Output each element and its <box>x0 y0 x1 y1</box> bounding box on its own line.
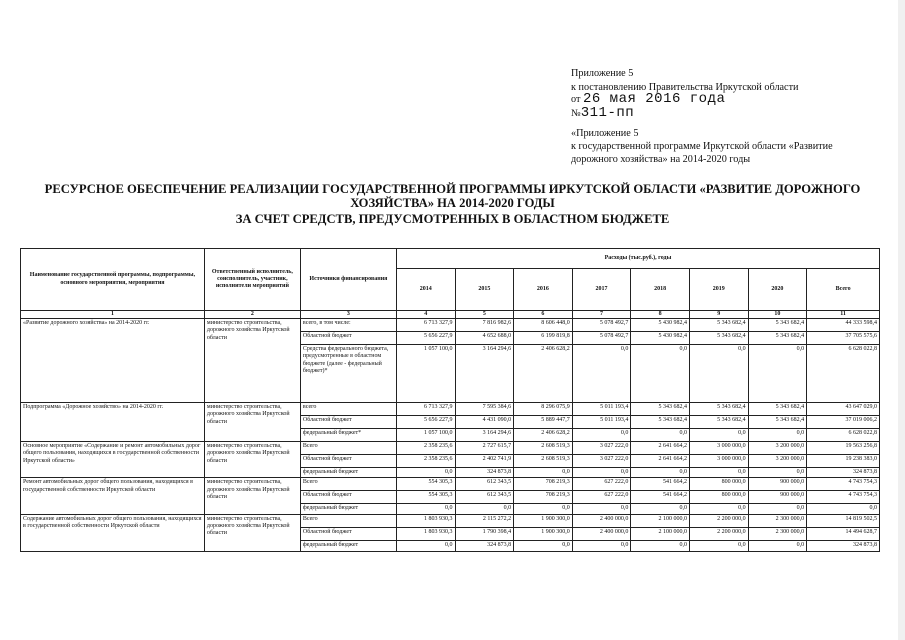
column-index: 5 <box>455 311 514 319</box>
row-value: 2 608 519,3 <box>514 455 573 468</box>
header-year: 2015 <box>455 269 514 311</box>
column-index-row <box>21 311 880 319</box>
row-value: 5 011 193,4 <box>572 416 631 429</box>
row-value: 541 664,2 <box>631 491 690 504</box>
row-value: 0,0 <box>455 504 514 514</box>
row-value: 2 400 000,0 <box>572 527 631 540</box>
resource-table-body <box>21 311 880 552</box>
row-value: 2 115 272,2 <box>455 514 514 527</box>
row-total: 14 819 502,5 <box>807 514 880 527</box>
row-value: 5 430 982,4 <box>631 332 690 345</box>
row-value: 0,0 <box>748 540 807 551</box>
row-value: 0,0 <box>572 345 631 403</box>
row-total: 6 628 022,8 <box>807 429 880 442</box>
resolution-reference: к постановлению Правительства Иркутской области <box>571 82 799 93</box>
header-year: 2014 <box>396 269 455 311</box>
date-prefix: от <box>571 94 581 105</box>
row-value: 2 300 000,0 <box>748 514 807 527</box>
column-index: 1 <box>21 311 205 319</box>
resolution-number <box>571 107 634 120</box>
row-total: 324 873,8 <box>807 540 880 551</box>
row-source: Всего <box>300 442 396 455</box>
row-value: 5 343 682,4 <box>631 403 690 416</box>
row-value: 2 641 664,2 <box>631 442 690 455</box>
row-total: 6 628 022,8 <box>807 345 880 403</box>
row-value: 0,0 <box>514 504 573 514</box>
row-value: 2 300 000,0 <box>748 527 807 540</box>
row-value: 5 011 193,4 <box>572 403 631 416</box>
row-value: 4 652 688,0 <box>455 332 514 345</box>
header-year: 2018 <box>631 269 690 311</box>
row-value: 0,0 <box>748 504 807 514</box>
row-total: 44 333 598,4 <box>807 319 880 332</box>
row-value: 2 100 000,0 <box>631 514 690 527</box>
document-title-line1: РЕСУРСНОЕ ОБЕСПЕЧЕНИЕ РЕАЛИЗАЦИИ ГОСУДАРСТВЕННОЙ ПРОГРАММЫ ИРКУТСКОЙ ОБЛАСТИ «РАЗВИТИЕ ДОРОЖНОГО <box>44 182 861 196</box>
row-source: Областной бюджет <box>300 332 396 345</box>
table-row <box>21 478 880 491</box>
row-value: 900 000,0 <box>748 478 807 491</box>
header-year: 2016 <box>514 269 573 311</box>
row-value: 324 873,8 <box>455 540 514 551</box>
row-executor: министерство строительства, дорожного хозяйства Иркутской области <box>204 319 300 403</box>
row-value: 0,0 <box>689 429 748 442</box>
row-value: 1 790 398,4 <box>455 527 514 540</box>
number-value: 311-пп <box>580 105 635 121</box>
row-name: Подпрограмма «Дорожное хозяйство» на 2014-2020 гг. <box>21 403 205 442</box>
row-value: 5 343 682,4 <box>689 403 748 416</box>
row-value: 541 664,2 <box>631 478 690 491</box>
document-title-line2: ХОЗЯЙСТВА» НА 2014-2020 ГОДЫ <box>350 196 555 210</box>
row-source: федеральный бюджет <box>300 540 396 551</box>
row-value: 0,0 <box>631 345 690 403</box>
row-value: 6 199 819,8 <box>514 332 573 345</box>
appendix-label: Приложение 5 <box>571 68 634 79</box>
table-row <box>21 442 880 455</box>
row-value: 2 402 741,9 <box>455 455 514 468</box>
row-value: 3 200 000,0 <box>748 455 807 468</box>
resource-table <box>20 248 880 552</box>
row-source: Всего <box>300 478 396 491</box>
row-value: 8 606 448,0 <box>514 319 573 332</box>
row-source: Областной бюджет <box>300 416 396 429</box>
row-value: 0,0 <box>572 429 631 442</box>
header-year: 2019 <box>689 269 748 311</box>
row-total: 14 494 628,7 <box>807 527 880 540</box>
row-value: 5 656 227,9 <box>396 332 455 345</box>
header-year: 2017 <box>572 269 631 311</box>
header-total: Всего <box>807 269 880 311</box>
row-value: 0,0 <box>572 468 631 478</box>
row-value: 3 000 000,0 <box>689 455 748 468</box>
column-index: 6 <box>514 311 573 319</box>
row-total: 4 743 754,3 <box>807 478 880 491</box>
row-value: 5 889 447,7 <box>514 416 573 429</box>
scan-edge <box>898 0 905 640</box>
row-source: Средства федерального бюджета, предусмотренные в областном бюджете (далее - федеральный бюджет)* <box>300 345 396 403</box>
row-value: 0,0 <box>396 504 455 514</box>
row-value: 2 406 628,2 <box>514 345 573 403</box>
column-index: 8 <box>631 311 690 319</box>
row-value: 0,0 <box>748 345 807 403</box>
row-value: 2 200 000,0 <box>689 527 748 540</box>
row-source: всего, в том числе: <box>300 319 396 332</box>
column-index: 10 <box>748 311 807 319</box>
row-value: 708 219,3 <box>514 491 573 504</box>
header-expenses: Расходы (тыс.руб.), годы <box>396 249 879 269</box>
row-value: 1 057 100,0 <box>396 345 455 403</box>
row-value: 5 343 682,4 <box>748 332 807 345</box>
row-value: 627 222,0 <box>572 491 631 504</box>
row-source: Областной бюджет <box>300 527 396 540</box>
row-name: Ремонт автомобильных дорог общего пользования, находящихся в государственной собственности Иркутской области <box>21 478 205 514</box>
row-source: Областной бюджет <box>300 491 396 504</box>
row-value: 1 057 100,0 <box>396 429 455 442</box>
row-total: 19 563 256,8 <box>807 442 880 455</box>
row-value: 612 343,5 <box>455 478 514 491</box>
row-value: 0,0 <box>514 540 573 551</box>
row-source: Всего <box>300 514 396 527</box>
row-value: 0,0 <box>396 540 455 551</box>
row-value: 2 200 000,0 <box>689 514 748 527</box>
row-value: 3 027 222,0 <box>572 455 631 468</box>
row-value: 3 200 000,0 <box>748 442 807 455</box>
row-value: 2 100 000,0 <box>631 527 690 540</box>
row-value: 5 343 682,4 <box>631 416 690 429</box>
row-value: 3 164 294,6 <box>455 345 514 403</box>
row-executor: министерство строительства, дорожного хозяйства Иркутской области <box>204 478 300 514</box>
row-value: 0,0 <box>689 345 748 403</box>
row-value: 800 000,0 <box>689 478 748 491</box>
row-total: 19 238 383,0 <box>807 455 880 468</box>
row-value: 1 900 300,0 <box>514 514 573 527</box>
row-value: 0,0 <box>689 468 748 478</box>
row-value: 0,0 <box>572 504 631 514</box>
row-value: 612 343,5 <box>455 491 514 504</box>
row-value: 5 343 682,4 <box>748 319 807 332</box>
row-value: 0,0 <box>748 429 807 442</box>
program-reference-line1: к государственной программе Иркутской области «Развитие <box>571 141 833 152</box>
row-value: 5 343 682,4 <box>689 332 748 345</box>
document-title-line3: ЗА СЧЕТ СРЕДСТВ, ПРЕДУСМОТРЕННЫХ В ОБЛАСТНОМ БЮДЖЕТЕ <box>235 212 670 226</box>
header-name: Наименование государственной программы, подпрограммы, основного мероприятия, мероприятия <box>21 249 205 311</box>
row-total: 43 647 029,0 <box>807 403 880 416</box>
column-index: 7 <box>572 311 631 319</box>
row-source: всего <box>300 403 396 416</box>
row-value: 2 641 664,2 <box>631 455 690 468</box>
row-name: Содержание автомобильных дорог общего пользования, находящихся в государственной собственности Иркутской области <box>21 514 205 551</box>
row-total: 324 873,8 <box>807 468 880 478</box>
row-value: 708 219,3 <box>514 478 573 491</box>
row-value: 0,0 <box>631 468 690 478</box>
table-row <box>21 514 880 527</box>
row-value: 3 000 000,0 <box>689 442 748 455</box>
column-index: 3 <box>300 311 396 319</box>
table-row <box>21 319 880 332</box>
row-value: 6 713 327,9 <box>396 403 455 416</box>
row-value: 5 343 682,4 <box>689 416 748 429</box>
row-value: 7 595 384,6 <box>455 403 514 416</box>
row-value: 7 816 982,6 <box>455 319 514 332</box>
row-value: 2 727 615,7 <box>455 442 514 455</box>
row-value: 324 873,8 <box>455 468 514 478</box>
row-value: 5 343 682,4 <box>748 416 807 429</box>
row-total: 4 743 754,3 <box>807 491 880 504</box>
row-value: 1 803 930,3 <box>396 514 455 527</box>
row-value: 0,0 <box>689 504 748 514</box>
row-value: 0,0 <box>631 504 690 514</box>
table-row <box>21 403 880 416</box>
column-index: 9 <box>689 311 748 319</box>
row-value: 5 078 492,7 <box>572 332 631 345</box>
header-executor: Ответственный исполнитель, соисполнитель, участник, исполнители мероприятий <box>204 249 300 311</box>
row-executor: министерство строительства, дорожного хозяйства Иркутской области <box>204 514 300 551</box>
row-value: 6 713 327,9 <box>396 319 455 332</box>
row-value: 5 430 982,4 <box>631 319 690 332</box>
row-total: 37 019 006,2 <box>807 416 880 429</box>
header-source: Источники финансирования <box>300 249 396 311</box>
row-executor: министерство строительства, дорожного хозяйства Иркутской области <box>204 442 300 478</box>
row-value: 2 400 000,0 <box>572 514 631 527</box>
row-value: 5 656 227,9 <box>396 416 455 429</box>
column-index: 4 <box>396 311 455 319</box>
quoted-appendix: «Приложение 5 <box>571 128 639 139</box>
row-value: 2 358 235,6 <box>396 442 455 455</box>
header-year: 2020 <box>748 269 807 311</box>
row-value: 2 608 519,3 <box>514 442 573 455</box>
row-source: Областной бюджет <box>300 455 396 468</box>
row-value: 0,0 <box>631 540 690 551</box>
row-value: 800 000,0 <box>689 491 748 504</box>
row-value: 5 343 682,4 <box>748 403 807 416</box>
row-value: 0,0 <box>514 468 573 478</box>
row-value: 4 431 090,0 <box>455 416 514 429</box>
row-value: 627 222,0 <box>572 478 631 491</box>
row-value: 0,0 <box>631 429 690 442</box>
number-prefix: № <box>571 108 581 119</box>
row-value: 554 305,3 <box>396 491 455 504</box>
program-reference-line2: дорожного хозяйства» на 2014-2020 годы <box>571 154 751 165</box>
row-value: 554 305,3 <box>396 478 455 491</box>
row-value: 900 000,0 <box>748 491 807 504</box>
row-value: 1 803 930,3 <box>396 527 455 540</box>
row-value: 3 027 222,0 <box>572 442 631 455</box>
row-value: 1 900 300,0 <box>514 527 573 540</box>
row-value: 0,0 <box>396 468 455 478</box>
column-index: 11 <box>807 311 880 319</box>
row-executor: министерство строительства, дорожного хозяйства Иркутской области <box>204 403 300 442</box>
row-value: 2 358 235,6 <box>396 455 455 468</box>
row-value: 0,0 <box>689 540 748 551</box>
row-value: 5 078 492,7 <box>572 319 631 332</box>
column-index: 2 <box>204 311 300 319</box>
row-value: 8 296 075,9 <box>514 403 573 416</box>
row-source: федеральный бюджет* <box>300 429 396 442</box>
row-value: 3 164 294,6 <box>455 429 514 442</box>
row-value: 5 343 682,4 <box>689 319 748 332</box>
row-value: 2 406 628,2 <box>514 429 573 442</box>
row-total: 37 705 575,6 <box>807 332 880 345</box>
date-value: 26 мая 2016 года <box>582 91 726 107</box>
row-value: 0,0 <box>748 468 807 478</box>
row-name: Основное мероприятие «Содержание и ремонт автомобильных дорог общего пользования, находящихся в государственной собственности Иркутской области» <box>21 442 205 478</box>
row-name: «Развитие дорожного хозяйства» на 2014-2020 гг. <box>21 319 205 403</box>
row-source: федеральный бюджет <box>300 504 396 514</box>
row-total: 0,0 <box>807 504 880 514</box>
row-value: 0,0 <box>572 540 631 551</box>
row-source: федеральный бюджет <box>300 468 396 478</box>
